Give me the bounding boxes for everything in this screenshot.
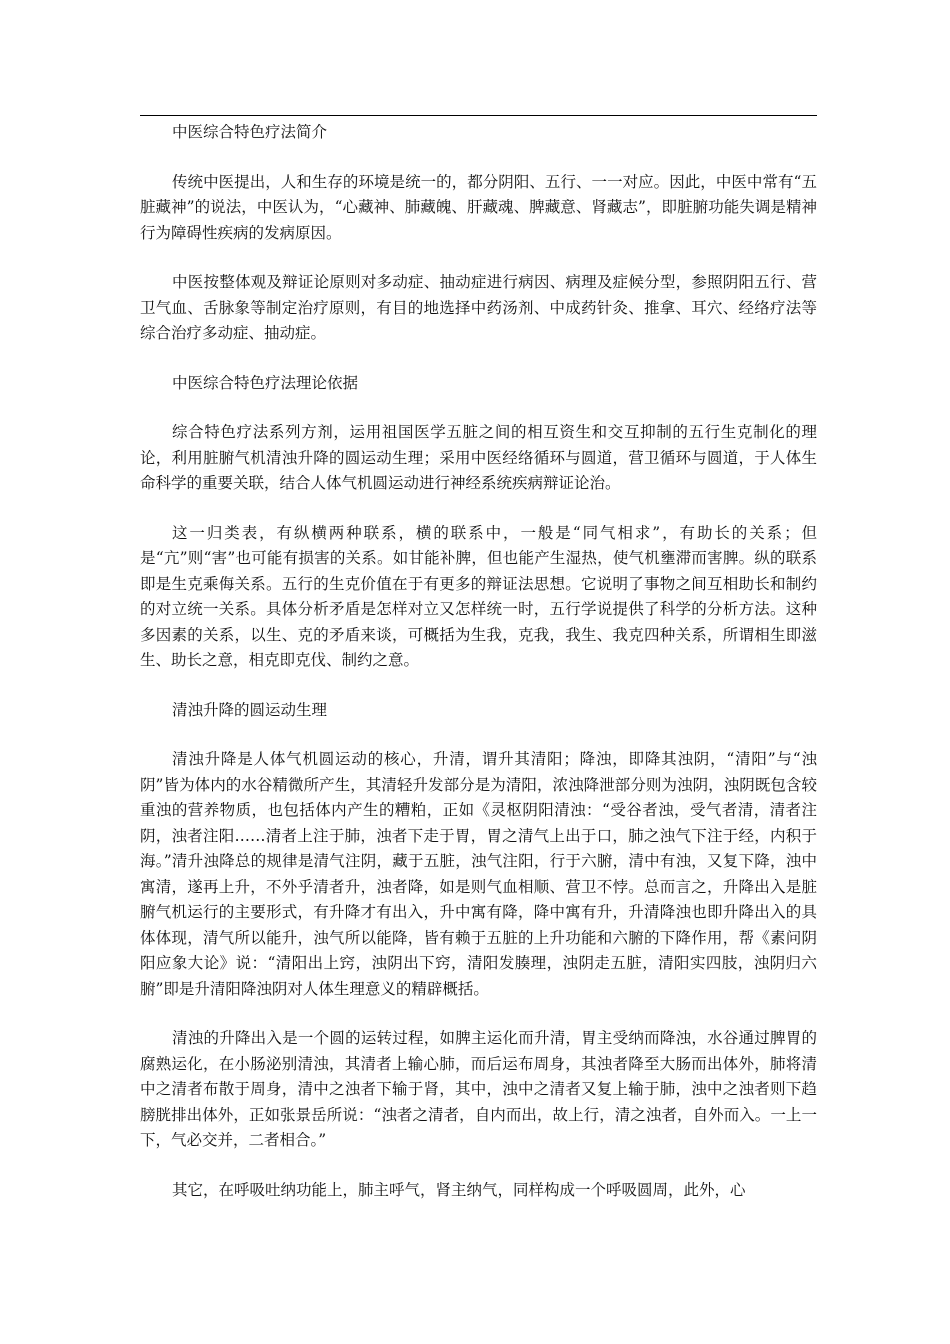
paragraph: 传统中医提出，人和生存的环境是统一的，都分阴阳、五行、一一对应。因此，中医中常有“五脏藏神”的说法，中医认为，“心藏神、肺藏魄、肝藏魂、脾藏意、肾藏志”，即脏腑功能失调是精神行为障碍性疾病的发病原因。 bbox=[140, 172, 817, 242]
document-body bbox=[140, 116, 817, 1203]
section-heading-theory: 中医综合特色疗法理论依据 bbox=[172, 373, 359, 392]
paragraph: 清浊的升降出入是一个圆的运转过程，如脾主运化而升清，胃主受纳而降浊，水谷通过脾胃的腐熟运化，在小肠泌别清浊，其清者上输心肺，而后运布周身，其浊者降至大肠而出体外，肺将清中之清者布散于周身，清中之浊者下输于肾，其中，浊中之清者又复上输于肺，浊中之浊者则下趋膀胱排出体外，正如张景岳所说：“浊者之清者，自内而出，故上行，清之浊者，自外而入。一上一下，气必交并，二者相合。” bbox=[140, 1029, 817, 1149]
paragraph: 清浊升降是人体气机圆运动的核心，升清，谓升其清阳；降浊，即降其浊阴，“清阳”与“浊阴”皆为体内的水谷精微所产生，其清轻升发部分是为清阳，浓浊降泄部分则为浊阴，浊阴既包含较重浊的营养物质，也包括体内产生的糟粕，正如《灵枢阴阳清浊：“受谷者浊，受气者清，清者注阴，浊者注阳……清者上注于肺，浊者下走于胃，胃之清气上出于口，肺之浊气下注于经，内积于海。”清升浊降总的规律是清气注阴，藏于五脏，浊气注阳，行于六腑，清中有浊，又复下降，浊中寓清，遂再上升，不外乎清者升，浊者降，如是则气血相顺、营卫不悖。总而言之，升降出入是脏腑气机运行的主要形式，有升降才有出入，升中寓有降，降中寓有升，升清降浊也即升降出入的具体体现，清气所以能升，浊气所以能降，皆有赖于五脏的上升功能和六腑的下降作用，帮《素问阴阳应象大论》说：“清阳出上窍，浊阴出下窍，清阳发腠理，浊阴走五脏，清阳实四肢，浊阴归六腑”即是升清阳降浊阴对人体生理意义的精辟概括。 bbox=[140, 750, 817, 998]
paragraph: 中医按整体观及辩证论原则对多动症、抽动症进行病因、病理及症候分型，参照阴阳五行、营卫气血、舌脉象等制定治疗原则，有目的地选择中药汤剂、中成药针灸、推拿、耳穴、经络疗法等综合治疗多动症、抽动症。 bbox=[140, 273, 817, 342]
section-heading-intro: 中医综合特色疗法简介 bbox=[172, 123, 328, 141]
paragraph: 其它，在呼吸吐纳功能上，肺主呼气，肾主纳气，同样构成一个呼吸圆周，此外，心 bbox=[172, 1180, 746, 1199]
paragraph: 综合特色疗法系列方剂，运用祖国医学五脏之间的相互资生和交互抑制的五行生克制化的理论，利用脏腑气机清浊升降的圆运动生理；采用中医经络循环与圆道，营卫循环与圆道，于人体生命科学的重要关联，结合人体气机圆运动进行神经系统疾病辩证论治。 bbox=[140, 423, 817, 492]
section-heading-circulation: 清浊升降的圆运动生理 bbox=[172, 700, 328, 719]
paragraph: 这一归类表，有纵横两种联系，横的联系中，一般是“同气相求”，有助长的关系；但是“亢”则“害”也可能有损害的关系。如甘能补脾，但也能产生湿热，使气机壅滞而害脾。纵的联系即是生克乘侮关系。五行的生克价值在于有更多的辩证法思想。它说明了事物之间互相助长和制约的对立统一关系。具体分析矛盾是怎样对立又怎样统一时，五行学说提供了科学的分析方法。这种多因素的关系，以生、克的矛盾来谈，可概括为生我，克我，我生、我克四种关系，所谓相生即滋生、助长之意，相克即克伐、制约之意。 bbox=[140, 523, 817, 669]
